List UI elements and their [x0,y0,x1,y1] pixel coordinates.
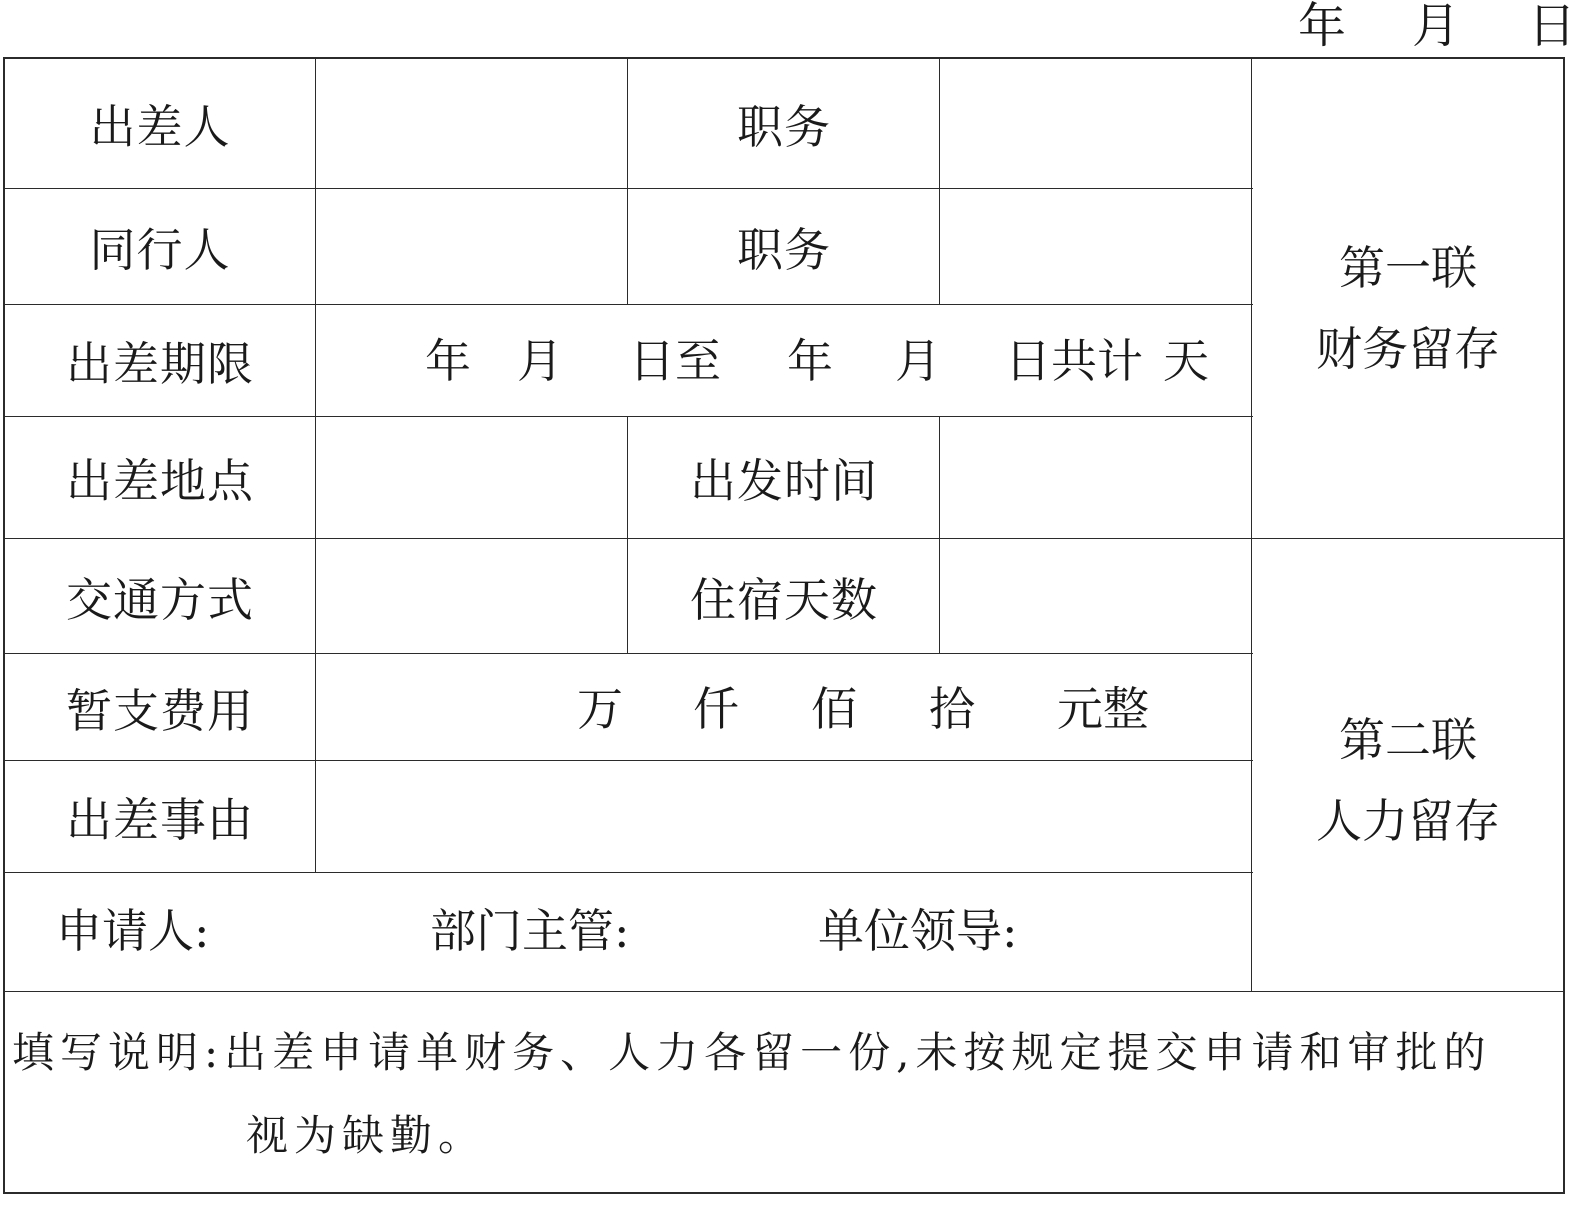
stub-first-copy [1253,59,1563,538]
companion-label: 同行人 [89,223,231,277]
companion-title-label: 职务 [737,223,831,277]
reason-input[interactable] [317,762,1251,872]
lodging-days-input[interactable] [941,540,1251,653]
stub-first-line1: 第一联 [1339,241,1477,295]
date-month: 月 [1412,0,1461,54]
depart-time-input[interactable] [941,418,1251,538]
stub-second-line2: 人力留存 [1316,793,1500,848]
stub-first-line2: 财务留存 [1316,321,1500,376]
note-line-1: 填写说明:出差申请单财务、人力各留一份,未按规定提交申请和审批的 [12,1028,1492,1077]
col-line-mid-b [939,57,940,305]
row-line-7 [3,872,1253,873]
traveler-label: 出差人 [89,99,231,154]
date-year: 年 [1298,0,1347,54]
col-line-label [315,57,316,873]
transport-input[interactable] [317,540,627,653]
frame-bottom [3,1192,1565,1194]
unit-leader-signature-label: 单位领导: [818,904,1018,958]
place-input[interactable] [317,418,627,538]
row-line-2 [3,304,1253,305]
period-start-year: 年 [425,334,471,388]
advance-field[interactable] [317,655,1251,760]
col-line-stub [1251,57,1252,992]
period-end-day-total: 日共计 [1005,334,1143,388]
dept-head-signature-label: 部门主管: [430,904,630,958]
traveler-input[interactable] [317,59,627,188]
advance-unit-shi: 拾 [929,682,975,736]
period-start-day: 日至 [629,334,721,388]
col-line-mid-a [627,57,628,305]
note-line-2: 视为缺勤。 [246,1111,487,1160]
depart-time-label: 出发时间 [690,454,878,508]
companion-title-input[interactable] [941,190,1251,304]
place-label: 出差地点 [66,454,254,508]
companion-input[interactable] [317,190,627,304]
col-line-mid-a2 [627,416,628,654]
traveler-title-label: 职务 [737,99,831,154]
lodging-days-label: 住宿天数 [690,572,878,627]
row-line-8 [3,991,1565,992]
traveler-title-input[interactable] [941,59,1251,188]
stub-second-copy [1253,540,1563,991]
col-line-mid-b2 [939,416,940,654]
date-day: 日 [1528,0,1577,54]
advance-unit-yuan: 元整 [1057,682,1149,736]
period-end-year: 年 [787,334,833,388]
advance-unit-wan: 万 [577,682,623,736]
stub-second-line1: 第二联 [1339,713,1477,767]
advance-unit-qian: 仟 [693,682,739,736]
row-line-6 [3,760,1253,761]
reason-label: 出差事由 [66,793,254,847]
applicant-signature-label: 申请人: [56,904,210,958]
row-line-5 [3,653,1253,654]
period-label: 出差期限 [66,337,254,391]
advance-label: 暂支费用 [66,683,254,738]
advance-unit-bai: 佰 [811,682,857,736]
frame-right [1563,57,1565,1194]
period-field[interactable] [317,306,1251,416]
transport-label: 交通方式 [66,572,254,627]
period-days: 天 [1163,334,1209,388]
row-line-3 [3,416,1253,417]
row-line-4 [3,538,1565,539]
period-start-month: 月 [517,334,563,388]
row-line-1 [3,188,1253,189]
period-end-month: 月 [895,334,941,388]
